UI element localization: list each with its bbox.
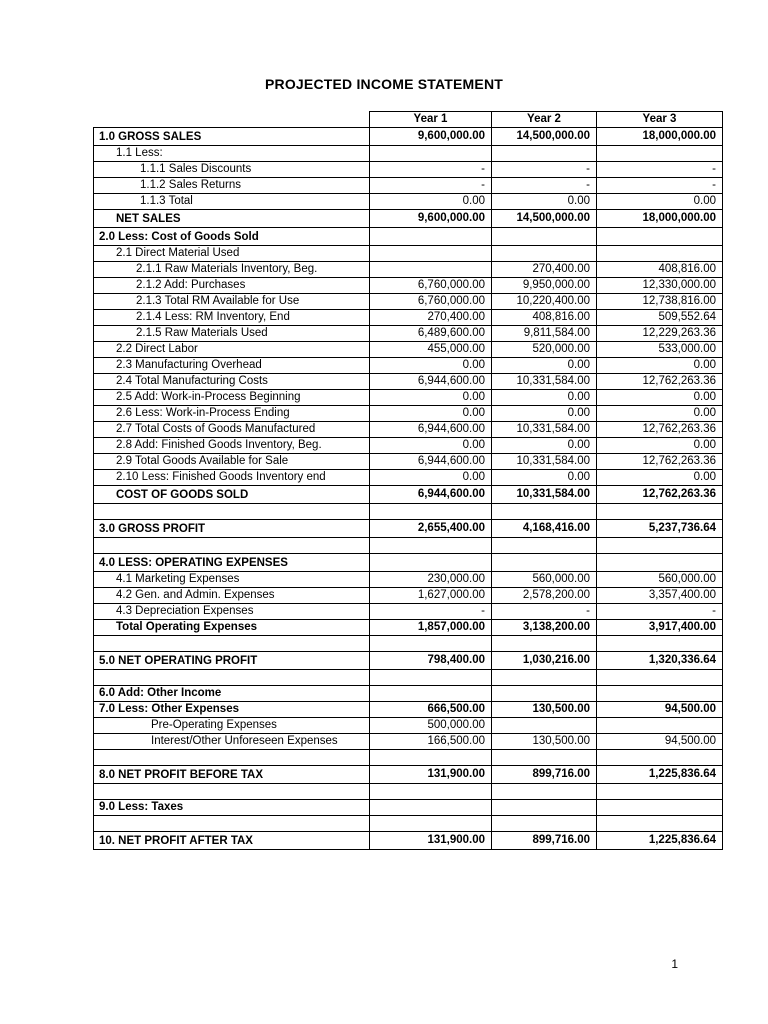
row-value-year-2 [492,816,597,832]
row-label: 4.0 LESS: OPERATING EXPENSES [94,554,370,572]
row-value-year-2 [492,670,597,686]
row-label [94,670,370,686]
row-value-year-1: 1,857,000.00 [370,620,492,636]
row-value-year-2 [492,718,597,734]
income-statement-table [93,111,723,850]
row-value-year-1: 0.00 [370,194,492,210]
row-value-year-2: 899,716.00 [492,832,597,850]
row-label: 2.6 Less: Work-in-Process Ending [94,406,370,422]
row-value-year-2: 130,500.00 [492,702,597,718]
row-label: 2.1 Direct Material Used [94,246,370,262]
row-value-year-1: 166,500.00 [370,734,492,750]
row-value-year-1: 0.00 [370,406,492,422]
row-label: 1.0 GROSS SALES [94,128,370,146]
row-value-year-2 [492,784,597,800]
row-label: 3.0 GROSS PROFIT [94,520,370,538]
row-label: 2.9 Total Goods Available for Sale [94,454,370,470]
row-value-year-3 [597,228,723,246]
row-label: 2.2 Direct Labor [94,342,370,358]
row-label: 2.5 Add: Work-in-Process Beginning [94,390,370,406]
row-value-year-2: 270,400.00 [492,262,597,278]
row-label: 2.3 Manufacturing Overhead [94,358,370,374]
row-value-year-2 [492,636,597,652]
row-label: 6.0 Add: Other Income [94,686,370,702]
row-label: 2.1.1 Raw Materials Inventory, Beg. [94,262,370,278]
table-row [94,228,723,246]
row-value-year-3 [597,246,723,262]
page-number: 1 [671,957,678,971]
row-value-year-2: 10,220,400.00 [492,294,597,310]
row-value-year-3: - [597,178,723,194]
table-row [94,374,723,390]
row-label [94,784,370,800]
row-value-year-3: 1,320,336.64 [597,652,723,670]
row-value-year-1: 131,900.00 [370,766,492,784]
row-value-year-1 [370,784,492,800]
table-row [94,554,723,572]
row-value-year-3 [597,816,723,832]
row-value-year-3 [597,538,723,554]
row-value-year-1 [370,538,492,554]
row-value-year-2: 130,500.00 [492,734,597,750]
row-value-year-1 [370,146,492,162]
row-value-year-1 [370,246,492,262]
row-value-year-3 [597,750,723,766]
row-value-year-3: - [597,162,723,178]
row-value-year-1: 6,944,600.00 [370,486,492,504]
row-label: NET SALES [94,210,370,228]
row-value-year-1: 0.00 [370,390,492,406]
row-label: 4.2 Gen. and Admin. Expenses [94,588,370,604]
row-value-year-1: 6,944,600.00 [370,374,492,390]
table-row [94,438,723,454]
column-header-year-2: Year 2 [492,112,597,128]
table-row [94,406,723,422]
row-value-year-2: 10,331,584.00 [492,422,597,438]
table-row [94,604,723,620]
table-row [94,342,723,358]
row-value-year-3: 0.00 [597,438,723,454]
row-value-year-2 [492,554,597,572]
row-value-year-2 [492,246,597,262]
row-value-year-1 [370,670,492,686]
row-value-year-2: - [492,162,597,178]
row-label: Pre-Operating Expenses [94,718,370,734]
table-row [94,358,723,374]
row-value-year-2: 560,000.00 [492,572,597,588]
row-value-year-3 [597,686,723,702]
row-value-year-2 [492,750,597,766]
row-value-year-2: 0.00 [492,406,597,422]
row-value-year-3: 12,762,263.36 [597,374,723,390]
row-value-year-1 [370,504,492,520]
table-row [94,146,723,162]
row-value-year-3: 509,552.64 [597,310,723,326]
table-row [94,278,723,294]
row-value-year-1: 6,760,000.00 [370,278,492,294]
row-value-year-1: - [370,162,492,178]
table-row [94,128,723,146]
table-row [94,294,723,310]
table-row [94,718,723,734]
row-value-year-3: 3,917,400.00 [597,620,723,636]
row-value-year-1 [370,686,492,702]
row-value-year-3: 1,225,836.64 [597,832,723,850]
row-label: 1.1.1 Sales Discounts [94,162,370,178]
row-value-year-3 [597,718,723,734]
row-value-year-3: - [597,604,723,620]
row-value-year-3: 12,762,263.36 [597,486,723,504]
table-row [94,766,723,784]
row-value-year-2: 0.00 [492,390,597,406]
row-value-year-2: 1,030,216.00 [492,652,597,670]
spacer-row [94,670,723,686]
row-value-year-3 [597,504,723,520]
row-label: 9.0 Less: Taxes [94,800,370,816]
spacer-row [94,784,723,800]
row-value-year-3 [597,146,723,162]
row-label: 1.1.3 Total [94,194,370,210]
row-value-year-1: 1,627,000.00 [370,588,492,604]
row-label: Interest/Other Unforeseen Expenses [94,734,370,750]
row-value-year-1 [370,262,492,278]
row-value-year-1 [370,750,492,766]
row-value-year-1: 2,655,400.00 [370,520,492,538]
row-value-year-1: 6,489,600.00 [370,326,492,342]
row-value-year-3: 12,229,263.36 [597,326,723,342]
table-row [94,520,723,538]
row-value-year-1: 6,944,600.00 [370,422,492,438]
row-value-year-1: 9,600,000.00 [370,128,492,146]
table-row [94,390,723,406]
row-value-year-2: 0.00 [492,194,597,210]
row-value-year-2: 3,138,200.00 [492,620,597,636]
header-blank-cell [94,112,370,128]
row-value-year-1: 666,500.00 [370,702,492,718]
spacer-row [94,750,723,766]
row-value-year-3: 18,000,000.00 [597,210,723,228]
row-value-year-2: 14,500,000.00 [492,128,597,146]
row-label [94,750,370,766]
row-value-year-3: 12,762,263.36 [597,454,723,470]
row-value-year-1: 6,944,600.00 [370,454,492,470]
row-value-year-3: 0.00 [597,194,723,210]
table-row [94,734,723,750]
row-value-year-3 [597,670,723,686]
table-row [94,486,723,504]
table-row [94,800,723,816]
row-label: 2.8 Add: Finished Goods Inventory, Beg. [94,438,370,454]
row-label: 4.1 Marketing Expenses [94,572,370,588]
row-value-year-1: 270,400.00 [370,310,492,326]
page-title: PROJECTED INCOME STATEMENT [264,76,504,92]
column-header-year-1: Year 1 [370,112,492,128]
row-value-year-3: 5,237,736.64 [597,520,723,538]
row-value-year-3: 0.00 [597,390,723,406]
table-header-row [94,112,723,128]
row-value-year-3: 18,000,000.00 [597,128,723,146]
row-value-year-1: 798,400.00 [370,652,492,670]
table-row [94,246,723,262]
table-row [94,194,723,210]
row-label: 1.1 Less: [94,146,370,162]
row-value-year-2 [492,504,597,520]
row-value-year-2: 0.00 [492,358,597,374]
row-value-year-3 [597,554,723,572]
row-value-year-3: 0.00 [597,358,723,374]
row-value-year-3: 408,816.00 [597,262,723,278]
table-row [94,702,723,718]
row-value-year-2: 0.00 [492,438,597,454]
row-value-year-1 [370,554,492,572]
spacer-row [94,538,723,554]
row-label: 8.0 NET PROFIT BEFORE TAX [94,766,370,784]
row-label: 4.3 Depreciation Expenses [94,604,370,620]
row-label: 2.1.5 Raw Materials Used [94,326,370,342]
table-row [94,422,723,438]
row-label: 2.10 Less: Finished Goods Inventory end [94,470,370,486]
row-label: 1.1.2 Sales Returns [94,178,370,194]
row-value-year-3: 0.00 [597,406,723,422]
row-value-year-2: 899,716.00 [492,766,597,784]
row-label: 2.1.2 Add: Purchases [94,278,370,294]
table-row [94,454,723,470]
row-value-year-2: - [492,178,597,194]
row-value-year-2: 10,331,584.00 [492,486,597,504]
row-label: 2.7 Total Costs of Goods Manufactured [94,422,370,438]
row-value-year-3: 94,500.00 [597,702,723,718]
row-value-year-2: 9,811,584.00 [492,326,597,342]
row-value-year-3: 0.00 [597,470,723,486]
row-label: 2.1.3 Total RM Available for Use [94,294,370,310]
row-value-year-1: - [370,178,492,194]
column-header-year-3: Year 3 [597,112,723,128]
row-value-year-3: 12,738,816.00 [597,294,723,310]
row-label: 10. NET PROFIT AFTER TAX [94,832,370,850]
row-value-year-1: 131,900.00 [370,832,492,850]
row-label [94,636,370,652]
table-row [94,588,723,604]
row-value-year-2 [492,538,597,554]
row-value-year-1 [370,816,492,832]
row-label: 2.4 Total Manufacturing Costs [94,374,370,390]
table-row [94,652,723,670]
row-value-year-3: 12,330,000.00 [597,278,723,294]
row-value-year-2 [492,228,597,246]
spacer-row [94,636,723,652]
row-label: 5.0 NET OPERATING PROFIT [94,652,370,670]
row-label: 2.0 Less: Cost of Goods Sold [94,228,370,246]
table-row [94,686,723,702]
table-row [94,620,723,636]
row-value-year-1: 230,000.00 [370,572,492,588]
row-value-year-2: 10,331,584.00 [492,454,597,470]
row-value-year-3: 533,000.00 [597,342,723,358]
row-value-year-3: 3,357,400.00 [597,588,723,604]
row-value-year-2: 2,578,200.00 [492,588,597,604]
row-value-year-3 [597,800,723,816]
row-value-year-1 [370,800,492,816]
table-row [94,310,723,326]
row-label: 2.1.4 Less: RM Inventory, End [94,310,370,326]
row-value-year-3 [597,784,723,800]
table-row [94,832,723,850]
row-value-year-3 [597,636,723,652]
row-value-year-2: 10,331,584.00 [492,374,597,390]
row-value-year-2: 14,500,000.00 [492,210,597,228]
row-value-year-2: 408,816.00 [492,310,597,326]
row-value-year-1: 0.00 [370,438,492,454]
table-row [94,470,723,486]
spacer-row [94,816,723,832]
row-label [94,504,370,520]
spacer-row [94,504,723,520]
table-row [94,210,723,228]
row-value-year-1: 9,600,000.00 [370,210,492,228]
row-value-year-2 [492,686,597,702]
row-value-year-3: 560,000.00 [597,572,723,588]
row-value-year-2: 520,000.00 [492,342,597,358]
row-value-year-1: - [370,604,492,620]
table-row [94,162,723,178]
row-value-year-1 [370,636,492,652]
row-value-year-2: - [492,604,597,620]
row-value-year-1: 0.00 [370,470,492,486]
row-value-year-1: 6,760,000.00 [370,294,492,310]
row-value-year-3: 94,500.00 [597,734,723,750]
table-row [94,326,723,342]
table-row [94,572,723,588]
row-value-year-1: 455,000.00 [370,342,492,358]
row-value-year-2: 4,168,416.00 [492,520,597,538]
row-label: COST OF GOODS SOLD [94,486,370,504]
row-value-year-1: 500,000.00 [370,718,492,734]
row-value-year-2: 0.00 [492,470,597,486]
table-row [94,262,723,278]
table-row [94,178,723,194]
row-label [94,538,370,554]
row-value-year-2: 9,950,000.00 [492,278,597,294]
row-label: 7.0 Less: Other Expenses [94,702,370,718]
row-value-year-3: 12,762,263.36 [597,422,723,438]
row-value-year-2 [492,800,597,816]
row-value-year-3: 1,225,836.64 [597,766,723,784]
row-value-year-2 [492,146,597,162]
row-label [94,816,370,832]
row-value-year-1: 0.00 [370,358,492,374]
row-value-year-1 [370,228,492,246]
row-label: Total Operating Expenses [94,620,370,636]
